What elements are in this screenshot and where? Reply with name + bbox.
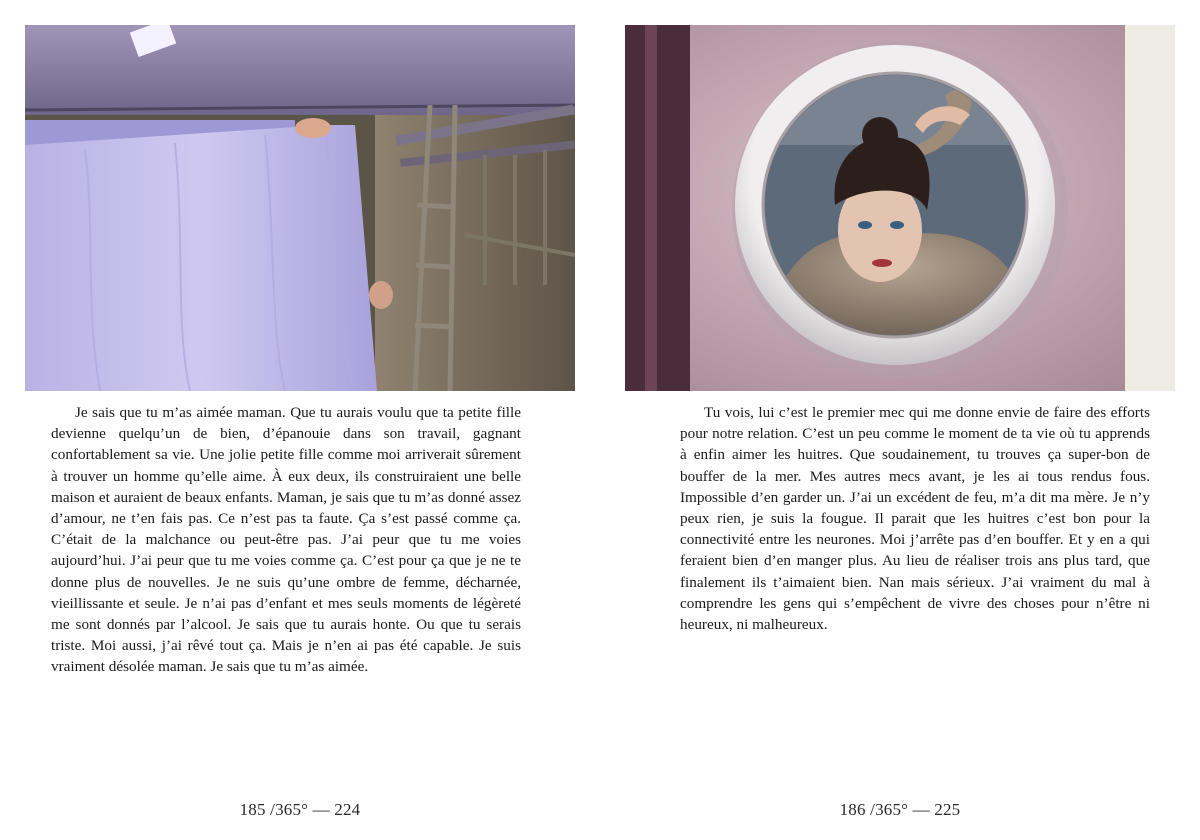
photo-hanging-sheet bbox=[25, 25, 575, 391]
right-body-paragraph: Tu vois, lui c’est le premier mec qui me donne envie de faire des efforts pour notre relation. C’est un peu comme le moment de ta vie où tu apprends à enfin aimer les huitres. Que soudainement, tu trouves ça super-bon de bouffer de la mer. Mes autres mecs avant, je les ai tous rendus fous. Impossible d’en garder un. J’ai un excédent de feu, m’a dit ma mère. Je n’y peux rien, je suis la fougue. Il parait que les huitres c’est bon pour la connectivité entre les neurones. Moi j’arrête pas d’en bouffer. Et y en a qui feraient bien d’en manger plus. Au lieu de réaliser trois ans plus tard, que finalement ils t’aimaient bien. Nan mais sérieux. J’ai vraiment du mal à comprendre les gens qui s’empêchent de vivre des choses pour n’être ni heureux, ni malheureux. bbox=[680, 404, 1150, 634]
left-body-paragraph: Je sais que tu m’as aimée maman. Que tu aurais voulu que ta petite fille devienne quelqu’un de bien, d’épanouie dans son travail, gagnant confortablement sa vie. Une jolie petite fille comme moi arriverait sûrement à trouver un homme qu’elle aime. À eux deux, ils construiraient une belle maison et auraient de beaux enfants. Maman, je sais que tu m’as donné assez d’amour, ne t’en fais pas. Ce n’est pas ta faute. Ça s’est passé comme ça. C’était de la malchance ou peut-être pas. J’ai peur que tu me voies aujourd’hui. J’ai peur que tu me voies comme ça. C’est pour ça que je ne te donne plus de nouvelles. Je ne suis qu’une ombre de femme, décharnée, vieillissante et seule. Je n’ai pas d’enfant et mes seuls moments de légèreté me sont donnés par l’alcool. Je sais que tu aurais honte. Ou que tu serais triste. Moi aussi, j’ai rêvé tout ça. Mais je n’en ai pas été capable. Je suis vraiment désolée maman. Je sais que tu m’as aimée. bbox=[51, 404, 521, 676]
photo-hanging-sheet-image bbox=[25, 25, 575, 391]
left-folio: 185 /365° — 224 bbox=[239, 800, 361, 819]
right-page bbox=[600, 0, 1200, 840]
photo-mirror-portrait-image bbox=[625, 25, 1175, 391]
right-folio: 186 /365° — 225 bbox=[839, 800, 961, 819]
photo-mirror-portrait bbox=[625, 25, 1175, 391]
